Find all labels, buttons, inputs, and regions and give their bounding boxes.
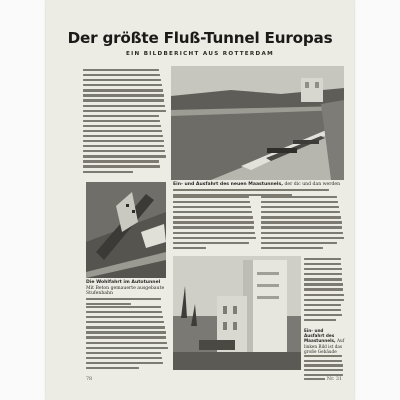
text-line [304, 263, 341, 265]
text-line [173, 221, 254, 223]
text-line [83, 171, 133, 173]
text-line [83, 115, 159, 117]
left-caption-text: Mit Beton gemauerte ausgebaute Stufenbahn [86, 285, 165, 297]
text-line [83, 84, 162, 86]
bottom-left-text-column [86, 306, 168, 374]
left-caption-lead: Die Wohlfahrt im Autotunnel [86, 280, 161, 285]
text-line [83, 69, 159, 71]
tunnel-entrance-illustration [171, 66, 344, 180]
text-line [83, 94, 164, 96]
text-line [304, 309, 341, 311]
text-line [261, 232, 343, 234]
top-caption-lead: Ein- und Ausfahrt des neuen Maastunnels, [173, 182, 283, 187]
text-line [304, 364, 343, 366]
text-line [86, 298, 161, 300]
text-line [86, 336, 166, 338]
text-line [304, 355, 342, 357]
text-line [261, 242, 337, 244]
excavation-illustration [86, 182, 166, 278]
text-line [261, 237, 344, 239]
tunnel-entrance-photo [171, 66, 344, 180]
text-line [304, 288, 343, 290]
text-line [261, 206, 339, 208]
text-line [304, 268, 342, 270]
article-headline: Der größte Fluß-Tunnel Europas [67, 29, 333, 47]
text-line [173, 242, 249, 244]
text-line [261, 221, 342, 223]
bottom-photo-caption [304, 328, 345, 380]
text-line [173, 237, 256, 239]
text-line [83, 79, 161, 81]
text-line [304, 360, 342, 362]
middle-text-column [173, 196, 256, 252]
text-line [86, 342, 167, 344]
text-line [304, 258, 341, 260]
text-line [83, 120, 160, 122]
background-left [0, 0, 46, 400]
text-line [86, 362, 163, 364]
text-line [86, 347, 168, 349]
text-line [83, 89, 163, 91]
text-line [304, 319, 336, 321]
ventilation-building-photo [173, 256, 301, 370]
text-line [83, 110, 166, 112]
right-text-column [261, 196, 344, 252]
bottom-caption-lead: Ein- und Ausfahrt des Maastunnels, [304, 328, 336, 344]
text-line [173, 206, 251, 208]
text-line [261, 216, 341, 218]
text-line [261, 226, 342, 228]
ventilation-building-illustration [173, 256, 301, 370]
bottom-right-text-column [304, 258, 344, 324]
page-number-right: Nr. 31 [326, 377, 342, 382]
text-line [83, 105, 165, 107]
top-caption-text: der dic und dan werden [284, 182, 341, 187]
text-line [83, 140, 164, 142]
text-line [83, 99, 164, 101]
text-line [83, 155, 166, 157]
left-photo-caption [86, 280, 168, 305]
text-line [173, 201, 250, 203]
text-line [83, 145, 164, 147]
text-line [86, 331, 166, 333]
text-line [83, 130, 162, 132]
text-line [86, 357, 162, 359]
text-line [304, 294, 344, 296]
text-line [261, 211, 340, 213]
text-line [261, 196, 337, 198]
text-line [304, 374, 343, 376]
text-line [304, 304, 341, 306]
text-line [86, 352, 161, 354]
intro-text-column [83, 69, 166, 175]
text-line [86, 367, 139, 369]
text-line [173, 196, 249, 198]
top-photo-caption [173, 182, 343, 196]
text-line [304, 314, 342, 316]
text-line [173, 232, 255, 234]
text-line [86, 316, 163, 318]
text-line [173, 216, 253, 218]
text-line [304, 378, 325, 380]
excavation-photo [86, 182, 166, 278]
text-line [173, 189, 329, 191]
text-line [304, 299, 344, 301]
text-line [304, 278, 342, 280]
text-line [304, 369, 343, 371]
page-number-left: 78 [86, 377, 93, 382]
text-line [86, 306, 161, 308]
text-line [83, 74, 160, 76]
text-line [83, 150, 165, 152]
text-line [83, 135, 163, 137]
text-line [261, 201, 338, 203]
text-line [173, 211, 252, 213]
text-line [86, 326, 165, 328]
background-right [354, 0, 400, 400]
text-line [83, 125, 161, 127]
text-line [304, 273, 342, 275]
text-line [261, 247, 323, 249]
magazine-page [46, 0, 354, 400]
bottom-caption-text: Auf linken Bild ist das große Gebäude [304, 338, 345, 354]
text-line [83, 165, 160, 167]
text-line [173, 226, 254, 228]
text-line [86, 303, 131, 305]
text-line [304, 283, 343, 285]
text-line [86, 321, 164, 323]
text-line [86, 311, 162, 313]
text-line [83, 160, 159, 162]
article-subheadline: EIN BILDBERICHT AUS ROTTERDAM [126, 51, 274, 57]
text-line [173, 247, 206, 249]
